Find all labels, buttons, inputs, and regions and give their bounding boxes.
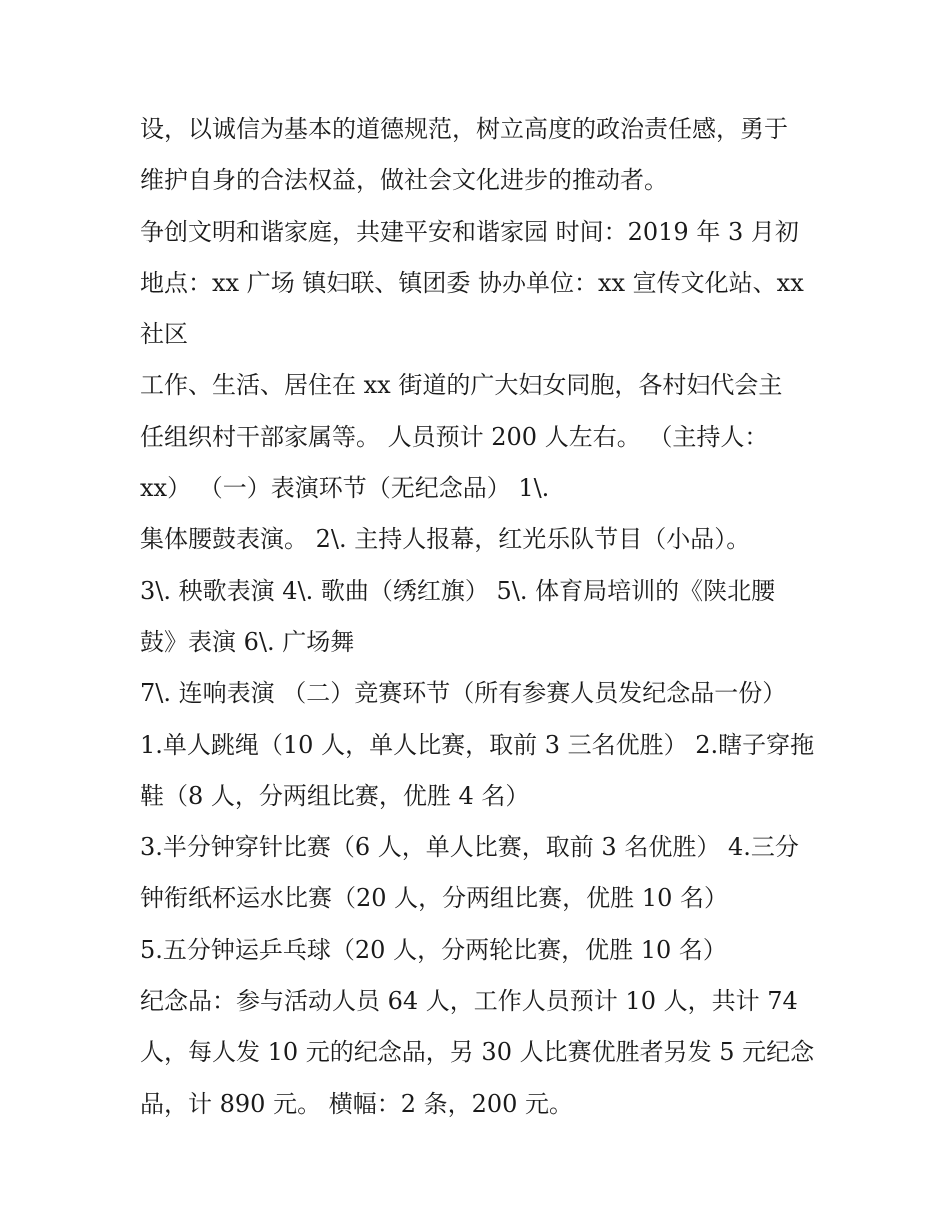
body-line-9: 集体腰鼓表演。 2\. 主持人报幕，红光乐队节目（小品）。 (140, 525, 751, 554)
body-line-3: 争创文明和谐家庭，共建平安和谐家园 时间：2019 年 3 月初 (140, 217, 799, 246)
body-line-19: 人，每人发 10 元的纪念品，另 30 人比赛优胜者另发 5 元纪念 (140, 1038, 815, 1067)
body-line-10: 3\. 秧歌表演 4\. 歌曲（绣红旗） 5\. 体育局培训的《陕北腰 (140, 576, 776, 605)
body-line-4: 地点：xx 广场 镇妇联、镇团委 协办单位：xx 宣传文化站、xx (140, 268, 804, 297)
body-line-17: 5.五分钟运乒乓球（20 人，分两轮比赛，优胜 10 名） (140, 935, 727, 964)
body-line-13: 1.单人跳绳（10 人，单人比赛，取前 3 三名优胜） 2.瞎子穿拖 (140, 730, 815, 759)
document-body (140, 104, 820, 1130)
body-line-8: xx） （一）表演环节（无纪念品） 1\. (140, 474, 550, 503)
body-line-18: 纪念品：参与活动人员 64 人，工作人员预计 10 人，共计 74 (140, 987, 798, 1016)
body-line-14: 鞋（8 人，分两组比赛，优胜 4 名） (140, 781, 530, 810)
body-line-1: 设，以诚信为基本的道德规范，树立高度的政治责任感，勇于 (140, 115, 788, 143)
body-line-2: 维护自身的合法权益，做社会文化进步的推动者。 (140, 166, 668, 195)
body-line-15: 3.半分钟穿针比赛（6 人，单人比赛，取前 3 名优胜） 4.三分 (140, 833, 799, 862)
body-line-6: 工作、生活、居住在 xx 街道的广大妇女同胞，各村妇代会主 (140, 371, 783, 400)
body-line-20: 品，计 890 元。 横幅：2 条，200 元。 (140, 1089, 574, 1118)
body-line-11: 鼓》表演 6\. 广场舞 (140, 627, 355, 656)
body-line-5: 社区 (140, 320, 188, 349)
body-line-16: 钟衔纸杯运水比赛（20 人，分两组比赛，优胜 10 名） (140, 884, 728, 913)
body-line-12: 7\. 连响表演 （二）竞赛环节（所有参赛人员发纪念品一份） (140, 679, 787, 708)
body-line-7: 任组织村干部家属等。 人员预计 200 人左右。 （主持人： (140, 422, 769, 451)
